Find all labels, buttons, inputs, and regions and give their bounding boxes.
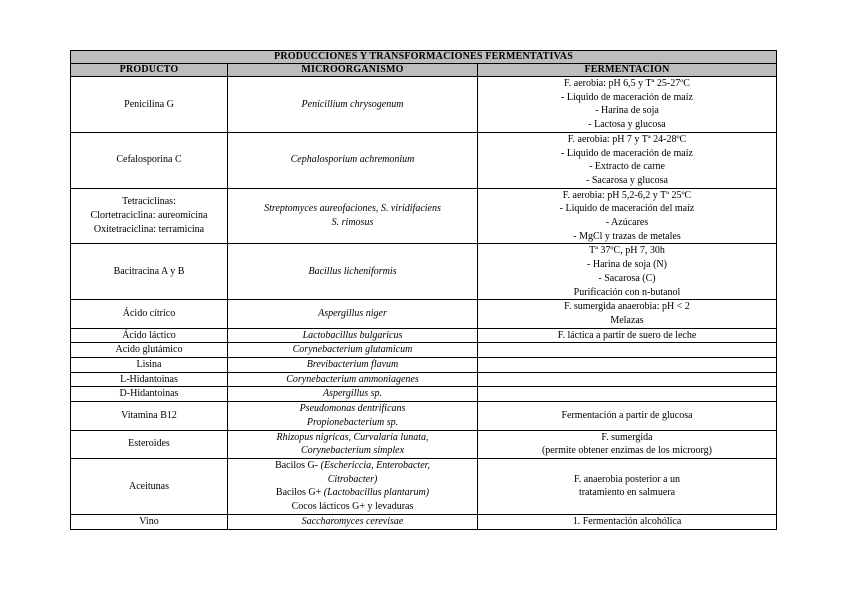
product-cell-line: Aceitunas bbox=[129, 480, 169, 492]
fermentation-cell bbox=[478, 372, 777, 387]
product-cell bbox=[71, 387, 228, 402]
fermentation-cell-line: - Sacarosa y glucosa bbox=[586, 174, 668, 186]
table-row bbox=[71, 387, 777, 402]
table-row bbox=[71, 328, 777, 343]
table-row bbox=[71, 514, 777, 529]
product-cell-line: Cefalosporina C bbox=[116, 154, 182, 166]
microorganism-cell-line: S. rimosus bbox=[331, 217, 374, 229]
fermentation-cell-line: tratamiento en salmuera bbox=[578, 487, 676, 499]
microorganism-cell-line: Brevibacterium flavum bbox=[306, 359, 399, 371]
microorganism-cell-line: Bacillus licheniformis bbox=[308, 265, 397, 277]
table-row bbox=[71, 430, 777, 458]
fermentation-cell bbox=[478, 188, 777, 244]
fermentation-cell-line: F. aerobia: pH 5,2-6,2 y Tª 25ºC bbox=[562, 189, 692, 201]
microorganism-cell-line: Bacilos G+ (Lactobacillus plantarum) bbox=[275, 487, 430, 499]
table-row bbox=[71, 458, 777, 514]
product-cell-line: Vitamina B12 bbox=[121, 410, 177, 422]
product-cell bbox=[71, 358, 228, 373]
fermentation-cell-line: Purificación con n-butanol bbox=[573, 286, 681, 298]
product-cell bbox=[71, 300, 228, 328]
microorganism-cell bbox=[228, 402, 478, 430]
fermentation-cell-line: Fermentación a partir de glucosa bbox=[561, 410, 693, 422]
microorganism-cell-line: Bacilos G- (Eschericcia, Enterobacter, bbox=[275, 459, 430, 471]
microorganism-cell bbox=[228, 387, 478, 402]
product-cell bbox=[71, 188, 228, 244]
microorganism-cell-line: Cephalosporium achremonium bbox=[290, 154, 415, 166]
product-cell bbox=[71, 402, 228, 430]
product-cell bbox=[71, 132, 228, 188]
product-cell-line: Tetraciclinas: bbox=[122, 196, 176, 208]
fermentation-cell-line: F. láctica a partir de suero de leche bbox=[557, 329, 697, 341]
fermentation-cell-line: F. anaerobia posterior a un bbox=[573, 473, 681, 485]
product-cell bbox=[71, 458, 228, 514]
microorganism-cell bbox=[228, 188, 478, 244]
header-fermentation: FERMENTACIÓN bbox=[478, 64, 777, 77]
fermentation-cell bbox=[478, 244, 777, 300]
fermentation-cell-line: - Extracto de carne bbox=[589, 161, 665, 173]
header-product: PRODUCTO bbox=[71, 64, 228, 77]
fermentation-cell-line: 1. Fermentación alcohólica bbox=[572, 515, 682, 527]
fermentation-cell bbox=[478, 458, 777, 514]
header-row bbox=[71, 64, 777, 77]
fermentation-table bbox=[70, 50, 777, 530]
product-cell-line: Bacitracina A y B bbox=[113, 265, 185, 277]
product-cell bbox=[71, 244, 228, 300]
fermentation-cell bbox=[478, 300, 777, 328]
microorganism-cell bbox=[228, 244, 478, 300]
microorganism-cell bbox=[228, 458, 478, 514]
product-cell-line: Clortetraciclina: aureomicina bbox=[90, 210, 208, 222]
microorganism-cell bbox=[228, 358, 478, 373]
fermentation-cell-line: - Sacarosa (C) bbox=[598, 272, 656, 284]
product-cell bbox=[71, 372, 228, 387]
fermentation-cell-line: F. aerobia: pH 6,5 y Tª 25-27ºC bbox=[564, 78, 690, 89]
fermentation-cell-line: (permite obtener enzimas de los microorg) bbox=[541, 445, 713, 457]
fermentation-cell-line: - Harina de soja bbox=[595, 105, 659, 117]
microorganism-cell-line: Citrobacter) bbox=[327, 473, 378, 485]
fermentation-cell-line: - Liquido de maceración de maíz bbox=[561, 147, 693, 159]
product-cell-line: D-Hidantoinas bbox=[119, 388, 179, 400]
microorganism-cell-line: Cocos lácticos G+ y levaduras bbox=[291, 501, 414, 513]
table-row bbox=[71, 358, 777, 373]
microorganism-cell-line: Penicillium chrysogenum bbox=[301, 98, 404, 110]
fermentation-cell-line: Tª 37ºC, pH 7, 30h bbox=[589, 245, 665, 257]
table-row bbox=[71, 300, 777, 328]
fermentation-cell-line: F. sumergida bbox=[601, 431, 653, 443]
fermentation-cell-line: - Azúcares bbox=[605, 217, 649, 229]
product-cell bbox=[71, 328, 228, 343]
product-cell-line: Acido glutámico bbox=[115, 344, 183, 356]
fermentation-cell bbox=[478, 132, 777, 188]
microorganism-cell bbox=[228, 132, 478, 188]
microorganism-cell-line: Lactobacillus bulgaricus bbox=[302, 329, 403, 341]
microorganism-cell-line: Corynebacterium simplex bbox=[300, 445, 405, 457]
table-row bbox=[71, 244, 777, 300]
product-cell bbox=[71, 514, 228, 529]
header-microorganism: MICROORGANISMO bbox=[228, 64, 478, 77]
product-cell-line: Ácido cítrico bbox=[122, 308, 176, 320]
microorganism-cell bbox=[228, 343, 478, 358]
table-row bbox=[71, 343, 777, 358]
table-row bbox=[71, 402, 777, 430]
fermentation-cell bbox=[478, 514, 777, 529]
fermentation-cell bbox=[478, 387, 777, 402]
microorganism-cell-line: Propionebacterium sp. bbox=[306, 416, 399, 428]
fermentation-cell bbox=[478, 430, 777, 458]
fermentation-cell-line: - Liquido de maceración del maíz bbox=[559, 203, 695, 215]
fermentation-cell-line: - Liquido de maceración de maíz bbox=[561, 91, 693, 103]
microorganism-cell bbox=[228, 514, 478, 529]
product-cell-line: Ácido láctico bbox=[122, 329, 176, 341]
title-row bbox=[71, 51, 777, 64]
table-title: PRODUCCIONES Y TRANSFORMACIONES FERMENTATIVAS bbox=[71, 51, 777, 64]
table-row bbox=[71, 372, 777, 387]
fermentation-cell bbox=[478, 343, 777, 358]
microorganism-cell-line: Streptomyces aureofaciones, S. viridifaciens bbox=[264, 203, 441, 215]
microorganism-cell-line: Corynebacterium ammoniagenes bbox=[286, 373, 419, 385]
microorganism-cell-line: Saccharomyces cerevisae bbox=[301, 515, 404, 527]
product-cell-line: Lisina bbox=[136, 359, 162, 371]
fermentation-cell bbox=[478, 402, 777, 430]
microorganism-cell-line: Rhizopus nigricas, Curvalaria lunata, bbox=[276, 431, 429, 443]
fermentation-cell-line: F. aerobia: pH 7 y Tª 24-28ºC bbox=[567, 133, 687, 145]
microorganism-cell bbox=[228, 328, 478, 343]
fermentation-cell bbox=[478, 77, 777, 133]
product-cell-line: Vino bbox=[139, 515, 159, 527]
product-cell bbox=[71, 430, 228, 458]
product-cell-line: L-Hidantoinas bbox=[120, 373, 178, 385]
fermentation-cell-line: - Harina de soja (N) bbox=[587, 259, 667, 271]
fermentation-cell-line: - MgCl y trazas de metales bbox=[573, 230, 681, 242]
table-row bbox=[71, 188, 777, 244]
product-cell-line: Oxitetraciclina: terramicina bbox=[93, 223, 205, 235]
table-row bbox=[71, 77, 777, 133]
product-cell-line: Penicilina G bbox=[124, 98, 174, 110]
microorganism-cell bbox=[228, 300, 478, 328]
microorganism-cell bbox=[228, 77, 478, 133]
fermentation-cell-line: - Lactosa y glucosa bbox=[588, 119, 666, 131]
table-row bbox=[71, 132, 777, 188]
fermentation-cell bbox=[478, 328, 777, 343]
microorganism-cell bbox=[228, 430, 478, 458]
microorganism-cell-line: Aspergillus sp. bbox=[322, 388, 383, 400]
product-cell-line: Esteroides bbox=[128, 438, 170, 450]
microorganism-cell bbox=[228, 372, 478, 387]
microorganism-cell-line: Pseudomonas dentrificans bbox=[299, 403, 406, 415]
product-cell bbox=[71, 77, 228, 133]
table-body bbox=[71, 77, 777, 530]
fermentation-cell-line: Melazas bbox=[610, 314, 644, 326]
product-cell bbox=[71, 343, 228, 358]
fermentation-cell-line: F. sumergida anaerobia: pH < 2 bbox=[564, 301, 690, 313]
microorganism-cell-line: Aspergillus niger bbox=[318, 308, 387, 320]
fermentation-cell bbox=[478, 358, 777, 373]
microorganism-cell-line: Corynebacterium glutamicum bbox=[292, 344, 413, 356]
